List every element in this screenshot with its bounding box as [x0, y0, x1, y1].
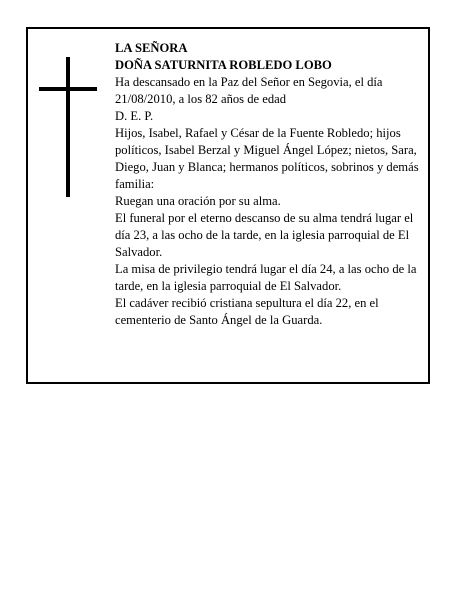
- funeral-info: El funeral por el eterno descanso de su alma tendrá lugar el día 23, a las ocho de la tarde, en la iglesia parroquial de El Salvador.: [115, 211, 414, 259]
- obituary-text: [115, 40, 427, 329]
- obituary-notice-frame: [26, 27, 430, 384]
- prayer-request: Ruegan una oración por su alma.: [115, 194, 281, 208]
- cross-horizontal-bar: [39, 87, 97, 91]
- deceased-name: DOÑA SATURNITA ROBLEDO LOBO: [115, 58, 332, 72]
- mass-info: La misa de privilegio tendrá lugar el día 24, a las ocho de la tarde, en la iglesia parroquial de El Salvador.: [115, 262, 417, 293]
- burial-info: El cadáver recibió cristiana sepultura el día 22, en el cementerio de Santo Ángel de la Guarda.: [115, 296, 379, 327]
- notice-heading-title: LA SEÑORA: [115, 41, 188, 55]
- rest-in-peace: D. E. P.: [115, 109, 154, 123]
- family-list: Hijos, Isabel, Rafael y César de la Fuente Robledo; hijos políticos, Isabel Berzal y Miguel Ángel López; nietos, Sara, Diego, Juan y Blanca; hermanos políticos, sobrinos y demás familia:: [115, 126, 419, 191]
- death-announcement: Ha descansado en la Paz del Señor en Segovia, el día 21/08/2010, a los 82 años de edad: [115, 75, 383, 106]
- cross-vertical-bar: [66, 57, 70, 197]
